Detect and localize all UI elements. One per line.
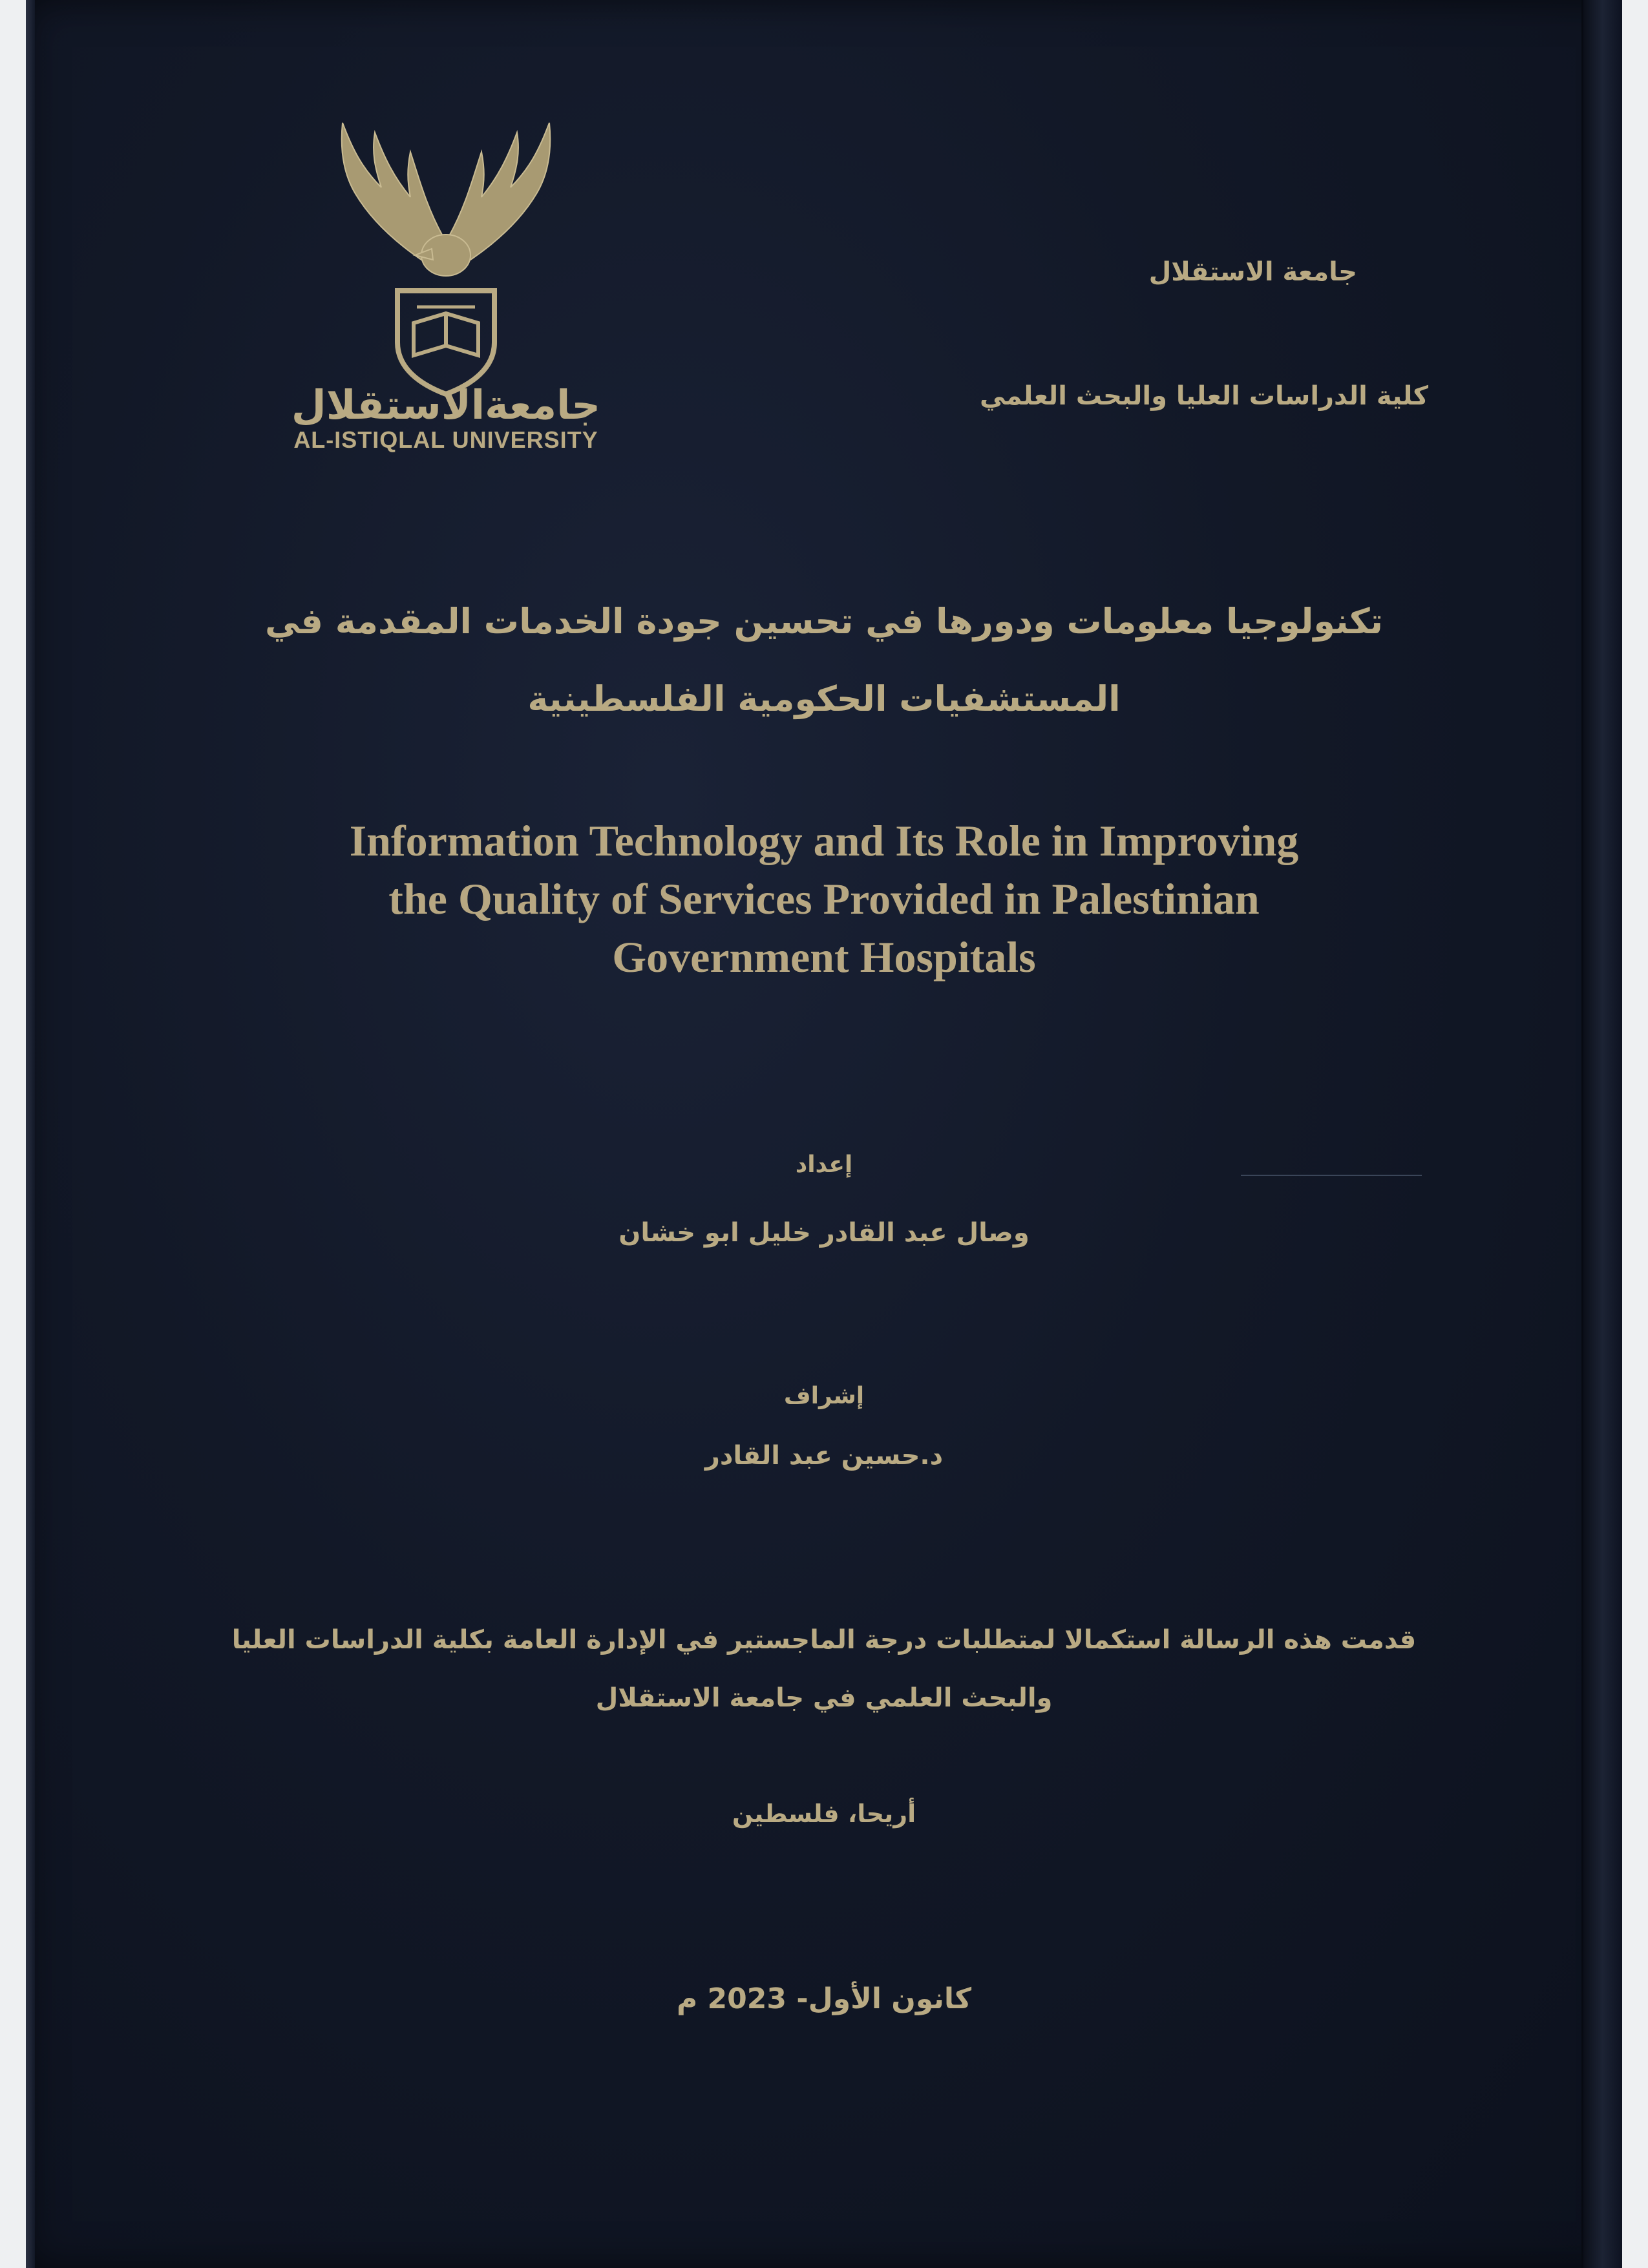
author-name: وصال عبد القادر خليل ابو خشان — [618, 1218, 1030, 1248]
date: كانون الأول- 2023 م — [676, 1982, 972, 2015]
supervisor-name: د.حسين عبد القادر — [704, 1441, 944, 1471]
divider — [1241, 1175, 1422, 1176]
book-spine — [1581, 0, 1622, 2268]
logo-wordmark-arabic: جامعةالاستقلال — [291, 381, 601, 428]
thesis-cover — [26, 0, 1622, 2268]
faculty-name: كلية الدراسات العليا والبحث العلمي — [979, 381, 1428, 411]
title-english-line-2: the Quality of Services Provided in Palestinian — [388, 874, 1260, 923]
logo-wordmark-english: AL-ISTIQLAL UNIVERSITY — [293, 426, 598, 453]
title-english-line-3: Government Hospitals — [612, 932, 1036, 982]
submission-statement-line-2: والبحث العلمي في جامعة الاستقلال — [595, 1683, 1053, 1713]
title-arabic-line-1: تكنولوجيا معلومات ودورها في تحسين جودة الخدمات المقدمة في — [264, 601, 1383, 642]
cover-left-edge — [26, 0, 35, 2268]
place: أريحا، فلسطين — [732, 1800, 916, 1828]
supervisor-label: إشراف — [783, 1383, 865, 1409]
university-name: جامعة الاستقلال — [1148, 257, 1357, 287]
title-arabic-line-2: المستشفيات الحكومية الفلسطينية — [527, 678, 1121, 719]
prepared-by-label: إعداد — [795, 1151, 853, 1178]
title-english-line-1: Information Technology and Its Role in Improving — [349, 816, 1299, 865]
submission-statement-line-1: قدمت هذه الرسالة استكمالا لمتطلبات درجة الماجستير في الإدارة العامة بكلية الدراسات العليا — [231, 1625, 1417, 1655]
